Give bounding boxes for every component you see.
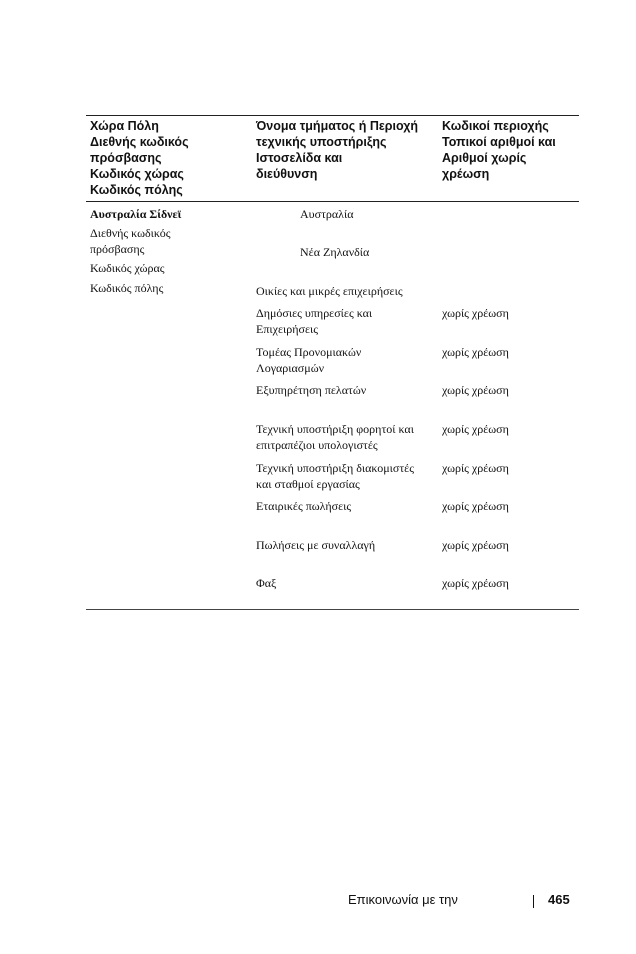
header-line: Χώρα Πόλη [90,119,159,133]
row-label: Τεχνική υποστήριξη διακομιστές [256,461,414,475]
header-col-codes [442,118,556,182]
header-line: τεχνικής υποστήριξης [256,135,387,149]
table-top-rule [86,115,579,116]
page-number: 465 [548,892,570,907]
region-australia: Αυστραλία [300,207,354,221]
row-label-cont: Επιχειρήσεις [256,322,318,336]
header-line: χρέωση [442,167,490,181]
header-line: Αριθμοί χωρίς [442,151,527,165]
row-label: Τομέας Προνομιακών [256,345,362,359]
header-line: Όνομα τμήματος ή Περιοχή [256,119,419,133]
row-value: χωρίς χρέωση [442,383,509,397]
table-bottom-rule [86,609,579,610]
intl-code-label-cont: πρόσβασης [90,242,145,256]
row-label: Πωλήσεις με συναλλαγή [256,538,376,552]
header-line: Διεθνής κωδικός [90,135,189,149]
row-label-cont: Λογαριασμών [256,361,325,375]
footer-separator [533,895,534,908]
row-value: χωρίς χρέωση [442,499,509,513]
row-value: χωρίς χρέωση [442,461,509,475]
row-label: Εξυπηρέτηση πελατών [256,383,367,397]
header-bottom-rule [86,201,579,202]
header-line: διεύθυνση [256,167,318,181]
country-name: Αυστραλία Σίδνεϊ [90,207,182,221]
header-line: πρόσβασης [90,151,162,165]
city-code-label: Κωδικός πόλης [90,281,164,295]
row-value: χωρίς χρέωση [442,422,509,436]
row-label: Δημόσιες υπηρεσίες και [256,306,373,320]
region-new-zealand: Νέα Ζηλανδία [300,245,370,259]
row-label-cont: και σταθμοί εργασίας [256,477,360,491]
header-line: Τοπικοί αριθμοί και [442,135,556,149]
intl-code-label: Διεθνής κωδικός [90,226,171,240]
row-label: Τεχνική υποστήριξη φορητοί και [256,422,414,436]
header-col-department [256,118,418,182]
header-col-country [90,118,189,198]
country-code-label: Κωδικός χώρας [90,261,165,275]
row-label: Φαξ [256,576,277,590]
row-value: χωρίς χρέωση [442,306,509,320]
row-value: χωρίς χρέωση [442,345,509,359]
row-value: χωρίς χρέωση [442,538,509,552]
row-value: χωρίς χρέωση [442,576,509,590]
row-label: Εταιρικές πωλήσεις [256,499,352,513]
row-label-cont: επιτραπέζιοι υπολογιστές [256,438,378,452]
header-line: Ιστοσελίδα και [256,151,343,165]
header-line: Κωδικός πόλης [90,183,183,197]
footer-title: Επικοινωνία με την [348,892,458,907]
header-line: Κωδικός χώρας [90,167,184,181]
section-home-small-business: Οικίες και μικρές επιχειρήσεις [256,284,403,298]
header-line: Κωδικοί περιοχής [442,119,549,133]
